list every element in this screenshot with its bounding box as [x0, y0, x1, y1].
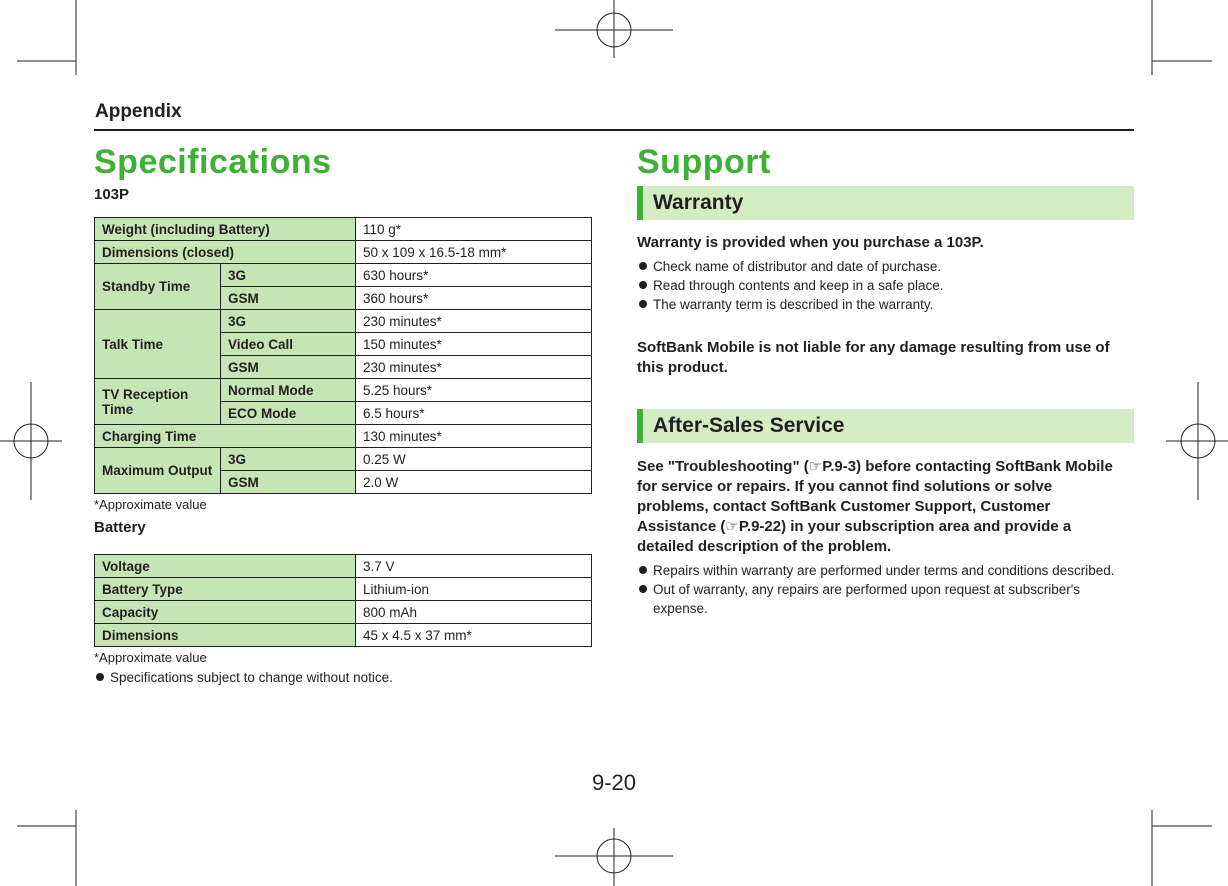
after-sales-text: ) in your subscription area and provide a detailed description of the problem. — [637, 518, 1072, 555]
battery-dimensions-value: 45 x 4.5 x 37 mm* — [356, 624, 592, 647]
specifications-column — [94, 140, 591, 687]
support-title: Support — [637, 143, 771, 181]
bullet-icon — [639, 300, 647, 308]
table-row — [95, 241, 592, 264]
page-number: 9-20 — [591, 770, 637, 795]
bullet-icon — [639, 262, 647, 270]
crop-mark-bottom-right — [1152, 810, 1212, 886]
after-sales-text: ) before contacting SoftBank Mobile for service or repairs. If you cannot find solutions or solve problems, contact SoftBank Customer Support, Customer Assistance ( — [637, 458, 1113, 535]
section-accent-bar — [637, 186, 643, 220]
registration-mark-bottom — [555, 828, 673, 886]
standby-3g-label: 3G — [221, 264, 356, 287]
specifications-title: Specifications — [94, 143, 332, 181]
weight-value: 110 g* — [356, 218, 592, 241]
bullet-icon — [639, 281, 647, 289]
bullet-text: Repairs within warranty are performed under terms and conditions described. — [653, 563, 1115, 578]
bullet-text: Out of warranty, any repairs are performed upon request at subscriber's expense. — [653, 582, 1081, 616]
talk-video-label: Video Call — [221, 333, 356, 356]
crop-mark-top-left — [17, 0, 76, 75]
warranty-heading-band — [637, 186, 1134, 220]
section-accent-bar — [637, 409, 643, 443]
output-3g-label: 3G — [221, 448, 356, 471]
page-reference-link[interactable]: P.9-3 — [822, 458, 857, 475]
standby-gsm-value: 360 hours* — [356, 287, 592, 310]
standby-3g-value: 630 hours* — [356, 264, 592, 287]
weight-label: Weight (including Battery) — [95, 218, 356, 241]
header-rule — [94, 129, 1134, 131]
crop-mark-bottom-left — [17, 810, 76, 886]
battery-heading: Battery — [94, 519, 146, 536]
dimensions-value: 50 x 109 x 16.5-18 mm* — [356, 241, 592, 264]
talk-gsm-value: 230 minutes* — [356, 356, 592, 379]
table-row — [95, 425, 592, 448]
battery-type-value: Lithium-ion — [356, 578, 592, 601]
charging-value: 130 minutes* — [356, 425, 592, 448]
bullet-text: Read through contents and keep in a safe place. — [653, 278, 944, 293]
bullet-icon — [96, 673, 104, 681]
battery-table — [94, 554, 592, 647]
warranty-intro: Warranty is provided when you purchase a 103P. — [637, 234, 984, 251]
table-row — [95, 624, 592, 647]
bullet-icon — [639, 566, 647, 574]
registration-mark-top — [555, 0, 673, 58]
support-column — [637, 140, 1134, 618]
talk-label: Talk Time — [95, 310, 221, 379]
battery-type-label: Battery Type — [95, 578, 356, 601]
voltage-label: Voltage — [95, 555, 356, 578]
table-row — [95, 578, 592, 601]
table-row — [95, 448, 592, 471]
after-sales-heading-band — [637, 409, 1134, 443]
registration-mark-left — [0, 382, 62, 500]
after-sales-paragraph — [637, 457, 1127, 557]
capacity-label: Capacity — [95, 601, 356, 624]
tv-label: TV Reception Time — [95, 379, 221, 425]
talk-3g-value: 230 minutes* — [356, 310, 592, 333]
after-sales-text: See "Troubleshooting" ( — [637, 458, 809, 475]
bullet-text: Specifications subject to change without notice. — [110, 670, 393, 685]
battery-dimensions-label: Dimensions — [95, 624, 356, 647]
liability-statement: SoftBank Mobile is not liable for any damage resulting from use of this product. — [637, 339, 1110, 376]
dimensions-label: Dimensions (closed) — [95, 241, 356, 264]
list-item — [637, 257, 1134, 276]
standby-label: Standby Time — [95, 264, 221, 310]
output-gsm-label: GSM — [221, 471, 356, 494]
capacity-value: 800 mAh — [356, 601, 592, 624]
table-row — [95, 555, 592, 578]
tv-normal-label: Normal Mode — [221, 379, 356, 402]
spec-table — [94, 217, 592, 494]
model-name: 103P — [94, 186, 130, 203]
table-row — [95, 601, 592, 624]
reference-hand-icon: ☞ — [725, 518, 739, 535]
output-label: Maximum Output — [95, 448, 221, 494]
output-3g-value: 0.25 W — [356, 448, 592, 471]
output-gsm-value: 2.0 W — [356, 471, 592, 494]
voltage-value: 3.7 V — [356, 555, 592, 578]
list-item — [637, 561, 1134, 580]
approximate-note: *Approximate value — [94, 497, 207, 512]
table-row — [95, 310, 592, 333]
approximate-note: *Approximate value — [94, 650, 207, 665]
warranty-heading: Warranty — [653, 191, 744, 214]
table-row — [95, 379, 592, 402]
tv-normal-value: 5.25 hours* — [356, 379, 592, 402]
bullet-text: The warranty term is described in the warranty. — [653, 297, 934, 312]
after-sales-bullets — [637, 561, 1134, 618]
table-row — [95, 218, 592, 241]
list-item — [637, 295, 1134, 314]
talk-video-value: 150 minutes* — [356, 333, 592, 356]
list-item — [637, 276, 1134, 295]
standby-gsm-label: GSM — [221, 287, 356, 310]
reference-hand-icon: ☞ — [808, 458, 823, 475]
bullet-icon — [639, 585, 647, 593]
bullet-text: Check name of distributor and date of purchase. — [653, 259, 942, 274]
table-row — [95, 264, 592, 287]
tv-eco-value: 6.5 hours* — [356, 402, 592, 425]
header-title: Appendix — [95, 101, 182, 122]
list-item — [94, 668, 591, 687]
after-sales-heading: After-Sales Service — [653, 414, 845, 437]
talk-3g-label: 3G — [221, 310, 356, 333]
talk-gsm-label: GSM — [221, 356, 356, 379]
warranty-bullets — [637, 257, 1134, 314]
tv-eco-label: ECO Mode — [221, 402, 356, 425]
registration-mark-right — [1166, 382, 1228, 500]
list-item — [637, 580, 1134, 618]
charging-label: Charging Time — [95, 425, 356, 448]
page-reference-link[interactable]: P.9-22 — [738, 518, 782, 535]
crop-mark-top-right — [1152, 0, 1212, 75]
